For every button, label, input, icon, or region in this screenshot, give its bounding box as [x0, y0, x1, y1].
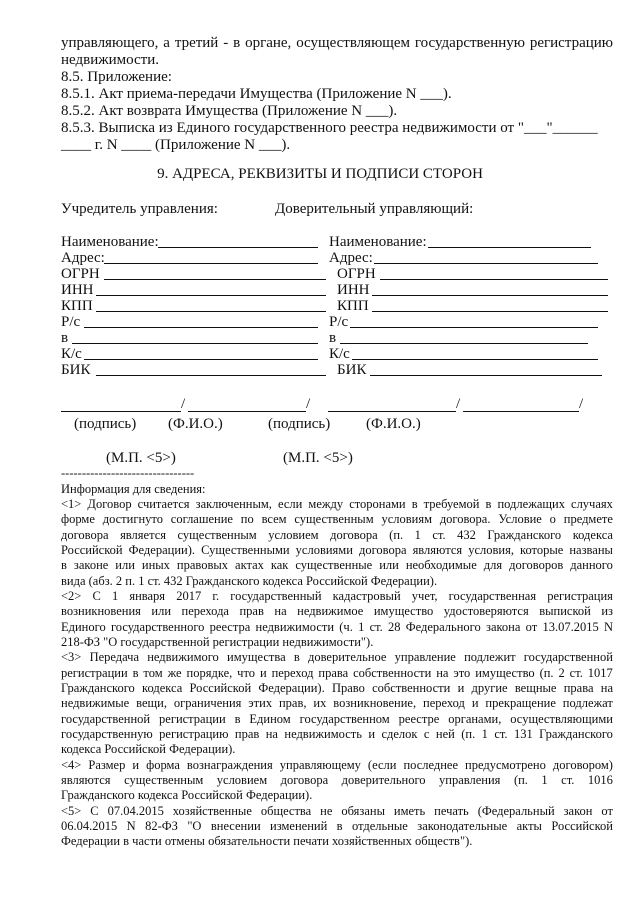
trustee-corr-label: К/с	[329, 346, 350, 362]
founder-slash-2: /	[306, 396, 311, 412]
note-line: Российской Федерации). Существенными условиями договора являются условия, которые названы	[61, 543, 613, 557]
note-line: недвижимые вещи, ограничения этих прав, их возникновение, переход и прекращение подлежат	[61, 696, 613, 710]
founder-kpp-field[interactable]	[96, 311, 326, 312]
note-line: государственной регистрации в Едином государственном реестре органами, осуществляющими	[61, 712, 613, 726]
trustee-kpp-field[interactable]	[372, 311, 608, 312]
note-line: форме достигнуто соглашение по всем существенным условиям договора. Условие о предмете	[61, 512, 613, 526]
trustee-sign-caption: (подпись)	[268, 416, 331, 432]
trustee-bik-field[interactable]	[370, 375, 602, 376]
founder-slash-1: /	[181, 396, 186, 412]
note-line: <2> С 1 января 2017 г. государственный кадастровый учет, государственная регистрация	[61, 589, 613, 603]
note-line: кодекса Российской Федерации).	[61, 742, 236, 756]
note-line: возникновения или перехода прав на недвижимое имущество удостоверяются выпиской из	[61, 604, 613, 618]
trustee-ogrn-label: ОГРН	[337, 266, 376, 282]
trustee-bank-field[interactable]	[340, 343, 588, 344]
note-line: Гражданского кодекса Российской Федерации). Право собственности и другие вещные права на	[61, 681, 613, 695]
trustee-inn-label: ИНН	[337, 282, 370, 298]
founder-address-field[interactable]	[104, 263, 318, 264]
note-line: Федерации в части отмены обязательности печати хозяйственных обществ").	[61, 834, 473, 848]
clause-text-line: управляющего, а третий - в органе, осуществляющем государственную регистрацию	[61, 35, 613, 51]
founder-account-label: Р/с	[61, 314, 81, 330]
founder-bik-field[interactable]	[96, 375, 326, 376]
founder-name-field[interactable]	[158, 247, 318, 248]
note-line: в законе или иных правовых актах как существенные или необходимые для договоров данного	[61, 558, 613, 572]
founder-kpp-label: КПП	[61, 298, 93, 314]
founder-fio-line[interactable]	[188, 411, 306, 412]
separator: --------------------------------	[61, 466, 195, 480]
note-line: вида (абз. 2 п. 1 ст. 432 Гражданского кодекса Российской Федерации).	[61, 574, 438, 588]
trustee-name-field[interactable]	[428, 247, 591, 248]
trustee-name-label: Наименование:	[329, 234, 427, 250]
founder-signature-line[interactable]	[61, 411, 181, 412]
trustee-address-label: Адрес:	[329, 250, 373, 266]
trustee-account-field[interactable]	[350, 327, 598, 328]
note-line: 218-ФЗ "О государственной регистрации недвижимости").	[61, 635, 374, 649]
founder-corr-label: К/с	[61, 346, 82, 362]
trustee-account-label: Р/с	[329, 314, 349, 330]
trustee-fio-caption: (Ф.И.О.)	[366, 416, 421, 432]
trustee-inn-field[interactable]	[372, 295, 608, 296]
trustee-slash-2: /	[579, 396, 584, 412]
note-line: договора является существенным условием договора (п. 1 ст. 432 Гражданского кодекса	[61, 528, 613, 542]
founder-sign-caption: (подпись)	[74, 416, 137, 432]
founder-ogrn-field[interactable]	[104, 279, 326, 280]
clause-8-5-1: 8.5.1. Акт приема-передачи Имущества (Приложение N ___).	[61, 86, 452, 102]
note-line: регистрации в том же порядке, что и переход права собственности на это имущество (п. 2 ст. 1017	[61, 666, 613, 680]
trustee-ogrn-field[interactable]	[380, 279, 608, 280]
trustee-signature-line[interactable]	[328, 411, 456, 412]
clause-8-5-2: 8.5.2. Акт возврата Имущества (Приложение N ___).	[61, 103, 398, 119]
section-title: 9. АДРЕСА, РЕКВИЗИТЫ И ПОДПИСИ СТОРОН	[157, 166, 483, 182]
clause-8-5-3-cont: ____ г. N ____ (Приложение N ___).	[61, 137, 291, 153]
clause-line-2: недвижимости.	[61, 52, 159, 68]
trustee-kpp-label: КПП	[337, 298, 369, 314]
founder-corr-field[interactable]	[84, 359, 318, 360]
clause-8-5-3: 8.5.3. Выписка из Единого государственного реестра недвижимости от "___"______	[61, 120, 598, 136]
notes-title: Информация для сведения:	[61, 482, 206, 496]
note-line: Гражданского кодекса Российской Федерации).	[61, 788, 313, 802]
trustee-slash-1: /	[456, 396, 461, 412]
trustee-fio-line[interactable]	[463, 411, 579, 412]
trustee-stamp: (М.П. <5>)	[283, 450, 353, 466]
founder-inn-field[interactable]	[96, 295, 326, 296]
founder-fio-caption: (Ф.И.О.)	[168, 416, 223, 432]
trustee-bik-label: БИК	[337, 362, 367, 378]
founder-ogrn-label: ОГРН	[61, 266, 100, 282]
founder-bank-field[interactable]	[72, 343, 318, 344]
founder-inn-label: ИНН	[61, 282, 94, 298]
founder-account-field[interactable]	[84, 327, 318, 328]
trustee-bank-label: в	[329, 330, 337, 346]
note-line: Единого государственного реестра недвижимости (ч. 1 ст. 28 Федерального закона от 13.07.2015 N	[61, 620, 613, 634]
founder-bik-label: БИК	[61, 362, 91, 378]
trustee-corr-field[interactable]	[352, 359, 598, 360]
note-line: <5> С 07.04.2015 хозяйственные общества не обязаны иметь печать (Федеральный закон от	[61, 804, 613, 818]
note-line: государственную регистрацию прав на недвижимость и сделок с ней (п. 1 ст. 131 Гражданского	[61, 727, 613, 741]
clause-8-5: 8.5. Приложение:	[61, 69, 172, 85]
founder-name-label: Наименование:	[61, 234, 159, 250]
founder-bank-label: в	[61, 330, 69, 346]
note-line: являются существенным условием договора доверительного управления (п. 1 ст. 1016	[61, 773, 613, 787]
trustee-address-field[interactable]	[374, 263, 598, 264]
founder-stamp: (М.П. <5>)	[106, 450, 176, 466]
note-line: <3> Передача недвижимого имущества в доверительное управление подлежит государственной	[61, 650, 613, 664]
note-line: <1> Договор считается заключенным, если между сторонами в требуемой в подлежащих случаях	[61, 497, 613, 511]
note-line: <4> Размер и форма вознаграждения управляющему (если последнее предусмотрено договором)	[61, 758, 613, 772]
founder-address-label: Адрес:	[61, 250, 105, 266]
founder-heading: Учредитель управления:	[61, 201, 218, 217]
note-line: 06.04.2015 N 82-ФЗ "О внесении изменений в отдельные законодательные акты Российской	[61, 819, 613, 833]
trustee-heading: Доверительный управляющий:	[275, 201, 474, 217]
